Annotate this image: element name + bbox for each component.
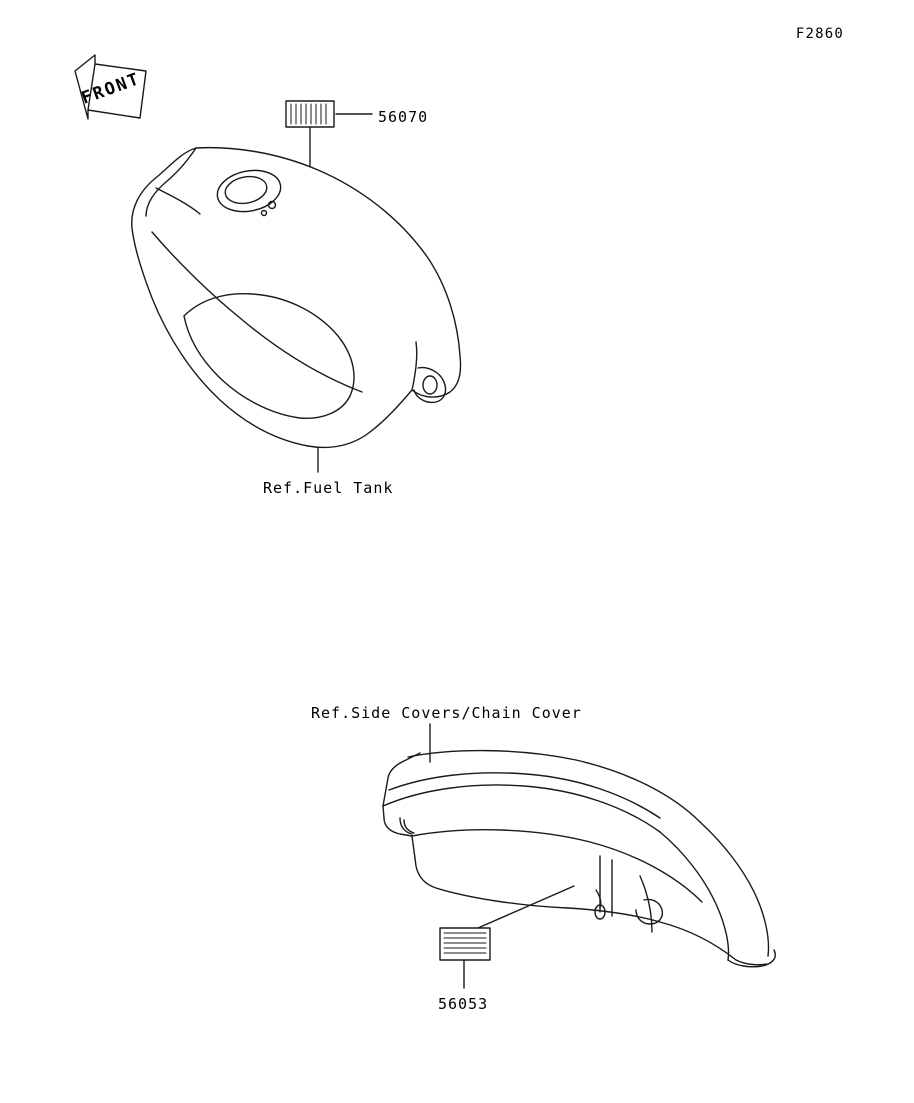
front-marker-label: FRONT [78,68,144,109]
ref-fuel-tank-label: Ref.Fuel Tank [263,479,394,497]
part-number-56070: 56070 [378,108,429,126]
diagram-code: F2860 [795,26,844,42]
part-number-56053: 56053 [438,995,489,1013]
ref-side-covers-chain-cover-label: Ref.Side Covers/Chain Cover [311,704,582,722]
